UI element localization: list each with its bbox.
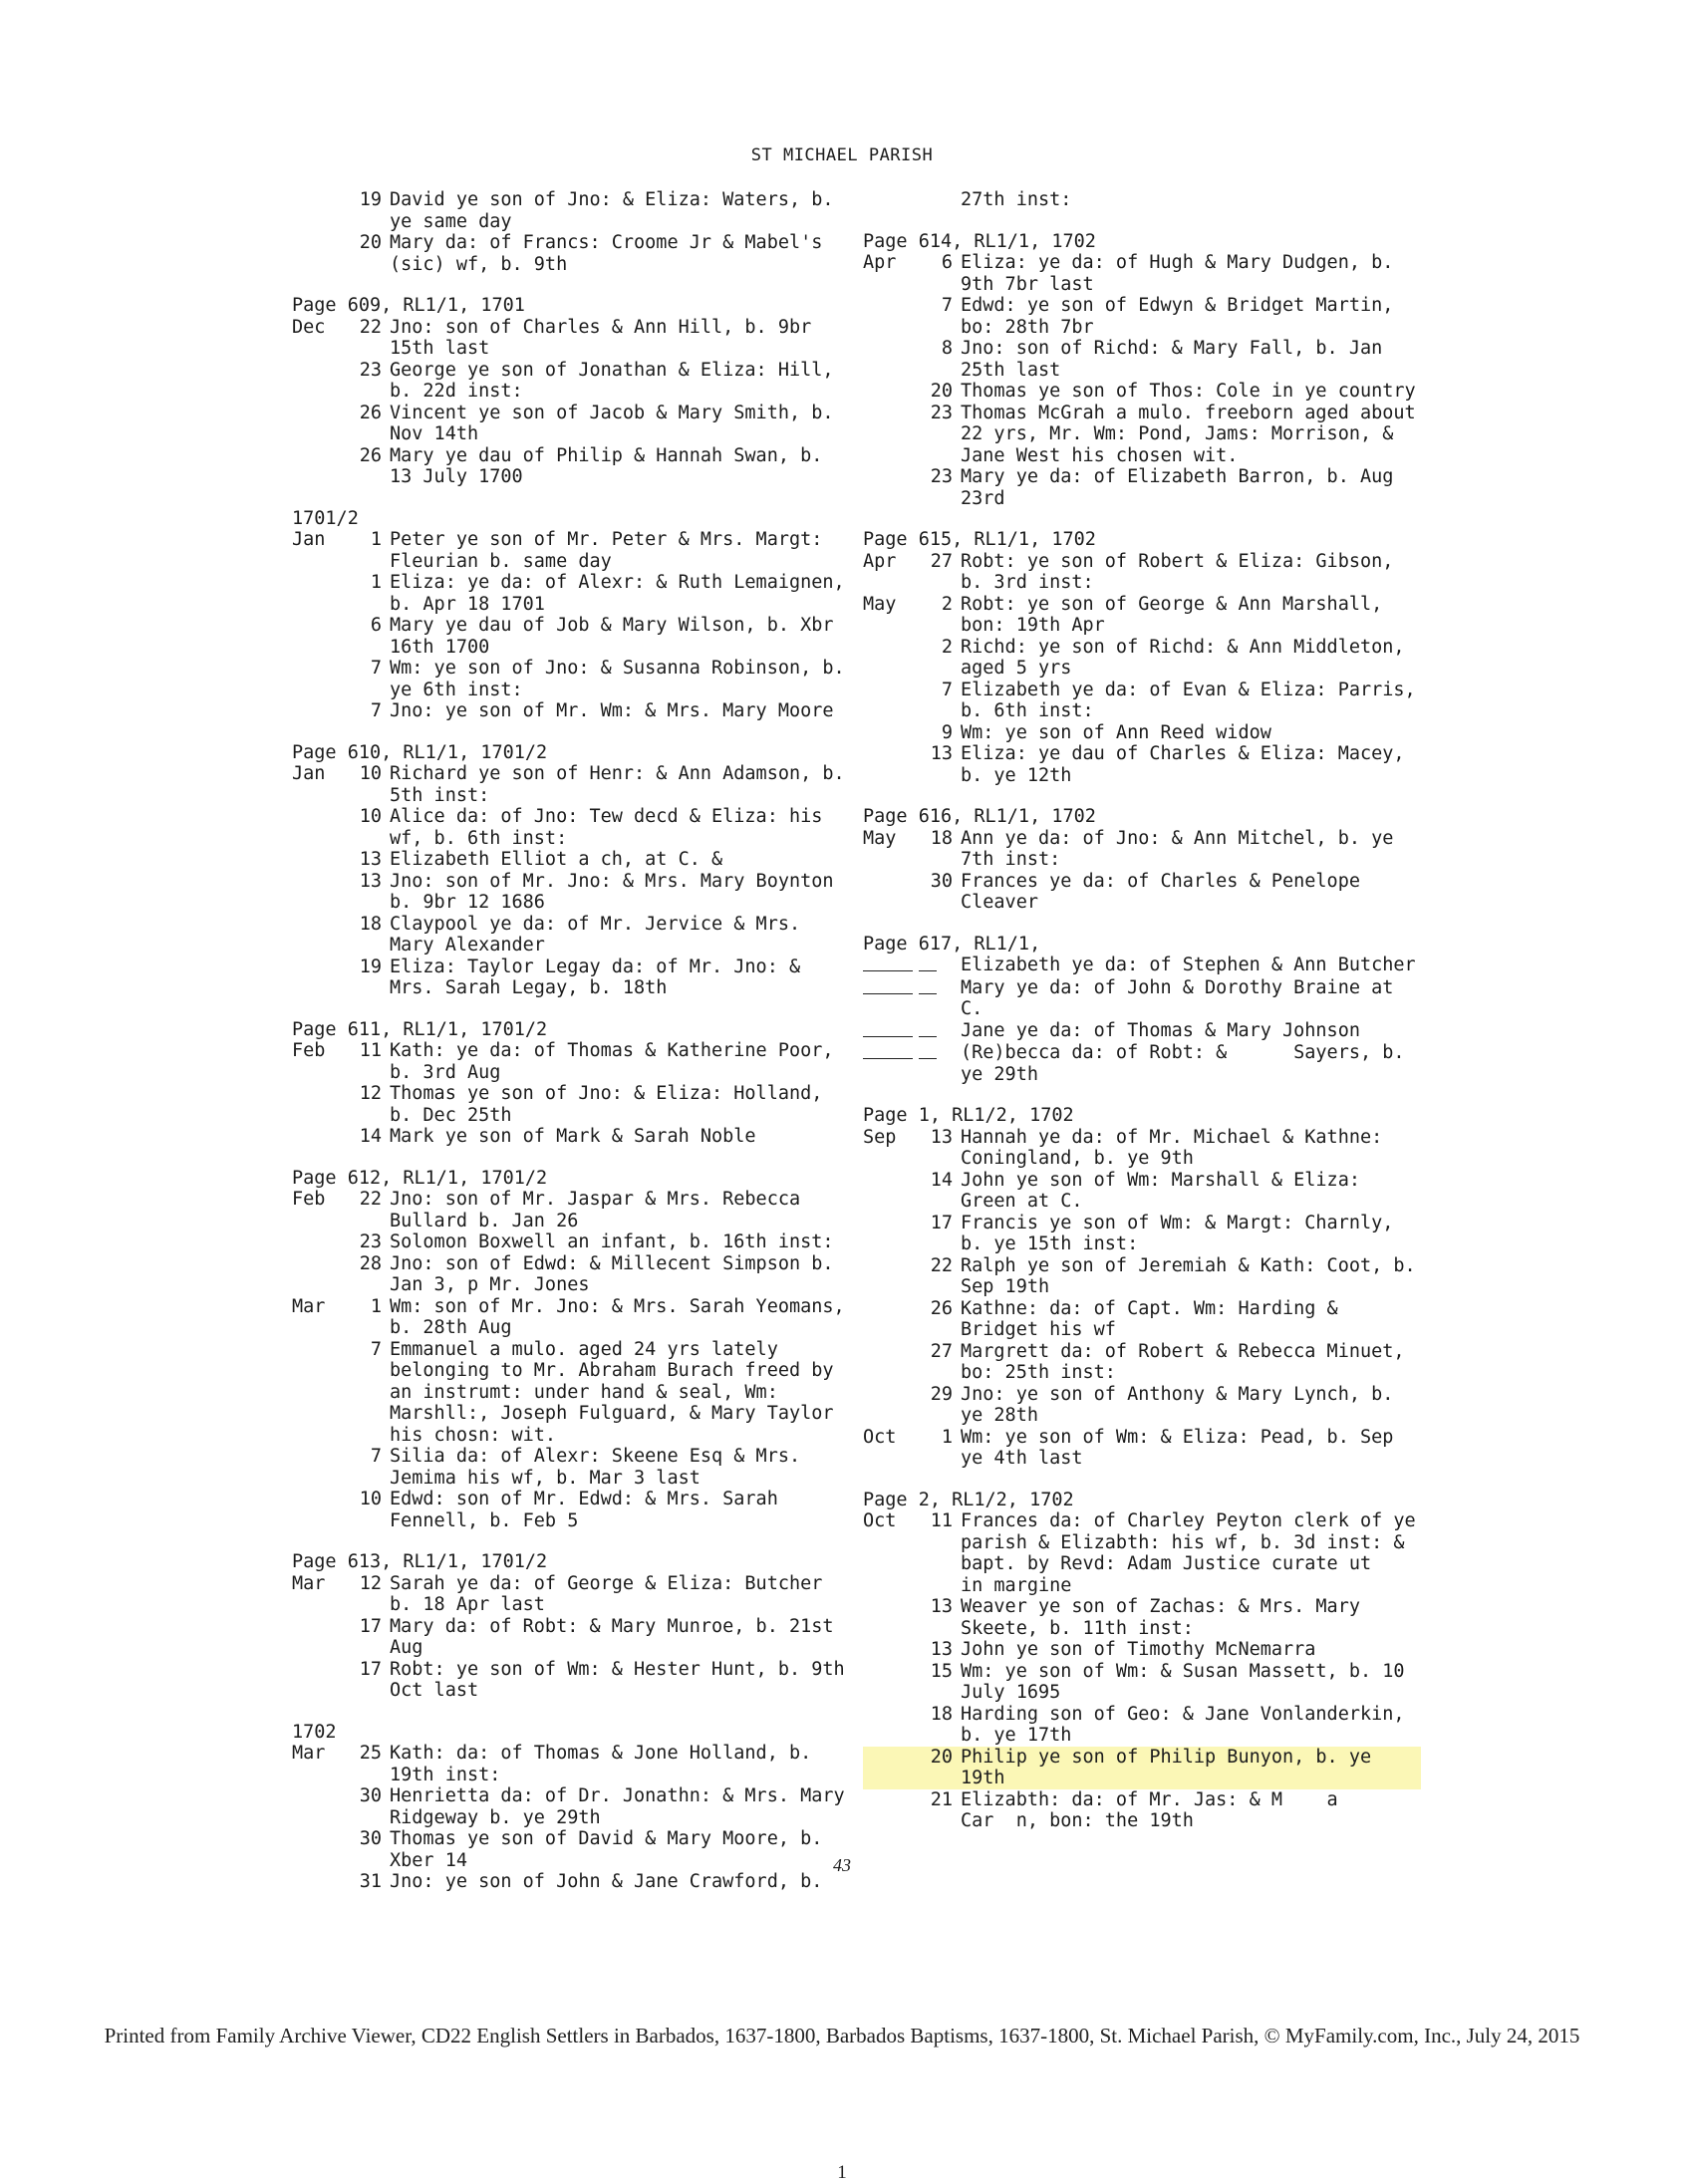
entry-day: 17 bbox=[930, 1212, 953, 1233]
entry-text: Mary ye dau of Job & Mary Wilson, b. Xbr 16th 1700 bbox=[390, 615, 834, 658]
entry-text: Robt: ye son of George & Ann Marshall, bon: 19th Apr bbox=[961, 593, 1383, 636]
baptism-entry bbox=[292, 1339, 845, 1447]
entry-day: 19 bbox=[359, 956, 382, 977]
entry-text: Kath: ye da: of Thomas & Katherine Poor, b. 3rd Aug bbox=[390, 1040, 834, 1083]
entry-day: 9 bbox=[941, 721, 953, 743]
entry-month bbox=[863, 1661, 921, 1704]
block-heading: Page 616, RL1/1, 1702 bbox=[863, 806, 1096, 827]
baptism-entry bbox=[292, 1126, 845, 1148]
entry-day: 13 bbox=[930, 1126, 953, 1148]
entry-text: Richard ye son of Henr: & Ann Adamson, b. 5th inst: bbox=[390, 763, 845, 806]
entry-month bbox=[292, 403, 350, 445]
entry-day: 23 bbox=[359, 1231, 382, 1252]
entry-month: Sep bbox=[863, 1126, 897, 1148]
entry-month bbox=[292, 1083, 350, 1126]
entry-text: Jno: son of Richd: & Mary Fall, b. Jan 25th last bbox=[961, 338, 1383, 381]
entry-text: Robt: ye son of Wm: & Hester Hunt, b. 9th Oct last bbox=[390, 1658, 845, 1701]
entry-text: Jno: son of Edwd: & Millecent Simpson b. Jan 3, p Mr. Jones bbox=[390, 1252, 834, 1295]
record-block bbox=[292, 1168, 845, 1532]
baptism-entry bbox=[292, 849, 845, 871]
entry-month bbox=[863, 1639, 921, 1661]
baptism-entry bbox=[863, 1170, 1421, 1213]
entry-month bbox=[863, 189, 921, 211]
entry-day: 28 bbox=[359, 1252, 382, 1274]
baptism-entry bbox=[292, 615, 845, 658]
baptism-entry bbox=[292, 1489, 845, 1531]
entry-month: Jan bbox=[292, 529, 326, 550]
entry-day: 10 bbox=[359, 806, 382, 827]
entry-day: 23 bbox=[359, 359, 382, 381]
entry-text: Mary da: of Francs: Croome Jr & Mabel's (sic) wf, b. 9th bbox=[390, 232, 823, 275]
record-block bbox=[863, 1490, 1421, 1832]
block-heading: Page 1, RL1/2, 1702 bbox=[863, 1105, 1074, 1126]
entry-text: Robt: ye son of Robert & Eliza: Gibson, b. 3rd inst: bbox=[961, 550, 1394, 593]
baptism-entry bbox=[863, 1127, 1421, 1170]
blank-date bbox=[863, 955, 961, 977]
entry-text: Emmanuel a mulo. aged 24 yrs lately belonging to Mr. Abraham Burach freed by an instrumt: under hand & seal, Wm: Marshll:, Joseph Fulguard, & Mary Taylor his chosn: wit. bbox=[390, 1338, 834, 1446]
entry-month bbox=[292, 1253, 350, 1296]
baptism-entry bbox=[863, 1298, 1421, 1341]
entry-month bbox=[292, 360, 350, 403]
entry-month bbox=[292, 1785, 350, 1828]
baptism-entry bbox=[863, 551, 1421, 594]
entry-text: George ye son of Jonathan & Eliza: Hill, b. 22d inst: bbox=[390, 359, 834, 402]
entry-month bbox=[292, 572, 350, 615]
baptism-entry bbox=[863, 338, 1421, 381]
sheet-number: 1 bbox=[837, 2162, 847, 2183]
entry-day: 19 bbox=[359, 189, 382, 210]
entry-text: Thomas ye son of Jno: & Eliza: Holland, b. Dec 25th bbox=[390, 1083, 823, 1126]
block-heading: 1701/2 bbox=[292, 507, 359, 529]
baptism-entry bbox=[863, 1020, 1421, 1043]
entry-day: 13 bbox=[930, 1639, 953, 1660]
entry-month: Mar bbox=[292, 1295, 326, 1317]
entry-month: Oct bbox=[863, 1426, 897, 1448]
entry-text: Eliza: Taylor Legay da: of Mr. Jno: & Mrs. Sarah Legay, b. 18th bbox=[390, 956, 801, 998]
entry-month bbox=[292, 849, 350, 871]
entry-month bbox=[863, 1213, 921, 1255]
entry-text: Elizabeth Elliot a ch, at C. & bbox=[390, 849, 723, 870]
entry-text: Jno: son of Charles & Ann Hill, b. 9br 15th last bbox=[390, 316, 812, 359]
entry-text: Elizabeth ye da: of Evan & Eliza: Parris, b. 6th inst: bbox=[961, 679, 1416, 721]
entry-text: Margrett da: of Robert & Rebecca Minuet, bo: 25th inst: bbox=[961, 1340, 1405, 1383]
entry-day: 25 bbox=[359, 1743, 382, 1764]
entry-text: Hannah ye da: of Mr. Michael & Kathne: Coningland, b. ye 9th bbox=[961, 1126, 1383, 1169]
baptism-entry bbox=[292, 700, 845, 722]
baptism-entry bbox=[292, 1785, 845, 1828]
entry-day: 14 bbox=[930, 1169, 953, 1191]
entry-day: 21 bbox=[930, 1788, 953, 1810]
entry-month bbox=[292, 1616, 350, 1659]
entry-text: Jane ye da: of Thomas & Mary Johnson bbox=[961, 1019, 1360, 1041]
entry-day: 15 bbox=[930, 1660, 953, 1682]
baptism-entry bbox=[292, 232, 845, 275]
entry-day: 23 bbox=[930, 402, 953, 423]
baptism-entry bbox=[292, 1573, 845, 1616]
baptism-entry bbox=[292, 914, 845, 956]
block-heading: Page 613, RL1/1, 1701/2 bbox=[292, 1551, 548, 1572]
entry-day: 7 bbox=[941, 679, 953, 700]
entry-day: 2 bbox=[941, 636, 953, 658]
baptism-entry bbox=[292, 1296, 845, 1339]
entry-month bbox=[292, 806, 350, 849]
baptism-entry bbox=[863, 1596, 1421, 1639]
highlighted-entry bbox=[863, 1747, 1421, 1789]
block-heading: Page 610, RL1/1, 1701/2 bbox=[292, 741, 548, 763]
entry-month bbox=[292, 700, 350, 722]
entry-day: 30 bbox=[359, 1828, 382, 1849]
baptism-entry bbox=[863, 977, 1421, 1020]
entry-text: Elizabth: da: of Mr. Jas: & M a Car n, bon: the 19th bbox=[961, 1788, 1338, 1831]
entry-day: 7 bbox=[370, 1338, 382, 1360]
entry-day: 27 bbox=[930, 1340, 953, 1362]
entry-text: Jno: son of Mr. Jno: & Mrs. Mary Boynton b. 9br 12 1686 bbox=[390, 870, 834, 913]
entry-month: May bbox=[863, 827, 897, 849]
entry-month bbox=[863, 743, 921, 786]
entry-text: Francis ye son of Wm: & Margt: Charnly, b. ye 15th inst: bbox=[961, 1212, 1394, 1254]
baptism-entry bbox=[863, 1789, 1421, 1832]
entry-day: 17 bbox=[359, 1615, 382, 1637]
blank-date bbox=[863, 977, 961, 1020]
entry-month bbox=[863, 637, 921, 680]
entry-text: Kathne: da: of Capt. Wm: Harding & Bridget his wf bbox=[961, 1297, 1338, 1340]
entry-text: Peter ye son of Mr. Peter & Mrs. Margt: Fleurian b. same day bbox=[390, 529, 823, 572]
record-block bbox=[292, 742, 845, 999]
baptism-entry bbox=[292, 956, 845, 999]
entry-month bbox=[292, 871, 350, 914]
entry-day: 22 bbox=[359, 1189, 382, 1210]
entry-month bbox=[292, 1126, 350, 1148]
entry-day: 23 bbox=[930, 466, 953, 487]
entry-day: 20 bbox=[930, 1746, 953, 1768]
entry-text: David ye son of Jno: & Eliza: Waters, b. ye same day bbox=[390, 189, 834, 232]
entry-text: Eliza: ye da: of Alexr: & Ruth Lemaignen, b. Apr 18 1701 bbox=[390, 572, 845, 615]
entry-day: 10 bbox=[359, 763, 382, 784]
entry-day: 10 bbox=[359, 1489, 382, 1509]
baptism-entry bbox=[863, 637, 1421, 680]
entry-text: Silia da: of Alexr: Skeene Esq & Mrs. Jemima his wf, b. Mar 3 last bbox=[390, 1446, 801, 1489]
baptism-entry bbox=[292, 1189, 845, 1231]
entry-day: 7 bbox=[370, 1446, 382, 1467]
baptism-entry bbox=[292, 871, 845, 914]
entry-month bbox=[863, 680, 921, 722]
entry-month bbox=[863, 403, 921, 467]
entry-month bbox=[863, 1298, 921, 1341]
entry-day: 1 bbox=[370, 529, 382, 550]
entry-month bbox=[292, 189, 350, 232]
record-block bbox=[292, 508, 845, 722]
baptism-entry bbox=[863, 828, 1421, 871]
entry-month bbox=[292, 1231, 350, 1253]
entry-text: Elizabeth ye da: of Stephen & Ann Butcher bbox=[961, 955, 1416, 975]
entry-text: Thomas ye son of Thos: Cole in ye country bbox=[961, 381, 1416, 402]
entry-day: 26 bbox=[930, 1297, 953, 1319]
entry-month: Apr bbox=[863, 252, 897, 273]
entry-text: Jno: ye son of Anthony & Mary Lynch, b. ye 28th bbox=[961, 1383, 1394, 1426]
entry-day: 22 bbox=[359, 316, 382, 338]
entry-month: May bbox=[863, 593, 897, 615]
entry-text: Sarah ye da: of George & Eliza: Butcher b. 18 Apr last bbox=[390, 1572, 823, 1615]
entry-text: Weaver ye son of Zachas: & Mrs. Mary Skeete, b. 11th inst: bbox=[961, 1596, 1360, 1639]
entry-day: 8 bbox=[941, 338, 953, 359]
baptism-entry bbox=[292, 806, 845, 849]
entry-day: 12 bbox=[359, 1083, 382, 1104]
entry-day: 27 bbox=[930, 550, 953, 572]
entry-month bbox=[863, 466, 921, 509]
entry-text: Wm: son of Mr. Jno: & Mrs. Sarah Yeomans, b. 28th Aug bbox=[390, 1295, 845, 1338]
print-footer: Printed from Family Archive Viewer, CD22 English Settlers in Barbados, 1637-1800, Barbados Baptisms, 1637-1800, St. Michael Parish, © MyFamily.com, Inc., July 24, 2015 bbox=[104, 2024, 1580, 2048]
entry-day: 20 bbox=[930, 381, 953, 402]
entry-day: 26 bbox=[359, 444, 382, 466]
entry-text: Thomas McGrah a mulo. freeborn aged about 22 yrs, Mr. Wm: Pond, Jams: Morrison, & Jane West his chosen wit. bbox=[961, 402, 1416, 466]
baptism-entry bbox=[863, 955, 1421, 977]
baptism-entry bbox=[863, 871, 1421, 914]
entry-text: Ann ye da: of Jno: & Ann Mitchel, b. ye 7th inst: bbox=[961, 827, 1394, 870]
entry-text: Edwd: ye son of Edwyn & Bridget Martin, bo: 28th 7br bbox=[961, 295, 1394, 338]
record-block bbox=[863, 529, 1421, 786]
entry-month bbox=[863, 381, 921, 403]
entry-day: 6 bbox=[370, 615, 382, 636]
entry-month bbox=[292, 914, 350, 956]
entry-day: 13 bbox=[359, 849, 382, 870]
entry-text: Henrietta da: of Dr. Jonathn: & Mrs. Mary Ridgeway b. ye 29th bbox=[390, 1785, 845, 1828]
entry-day: 11 bbox=[930, 1510, 953, 1531]
baptism-entry bbox=[863, 1661, 1421, 1704]
baptism-entry bbox=[292, 1446, 845, 1489]
entry-text: Eliza: ye dau of Charles & Eliza: Macey, b. ye 12th bbox=[961, 743, 1405, 786]
entry-text: Frances ye da: of Charles & Penelope Cleaver bbox=[961, 870, 1360, 913]
entry-day: 12 bbox=[359, 1572, 382, 1594]
record-block bbox=[863, 934, 1421, 1086]
record-block bbox=[863, 189, 1421, 211]
baptism-entry bbox=[292, 189, 845, 232]
page-number: 43 bbox=[833, 1855, 851, 1875]
entry-day: 13 bbox=[930, 1596, 953, 1617]
entry-day: 6 bbox=[941, 252, 953, 273]
entry-text: Mark ye son of Mark & Sarah Noble bbox=[390, 1126, 756, 1147]
entry-text: John ye son of Timothy McNemarra bbox=[961, 1639, 1316, 1660]
baptism-entry bbox=[863, 743, 1421, 786]
entry-month: Oct bbox=[863, 1510, 897, 1531]
entry-text: Jno: son of Mr. Jaspar & Mrs. Rebecca Bullard b. Jan 26 bbox=[390, 1189, 801, 1231]
block-heading: Page 611, RL1/1, 1701/2 bbox=[292, 1018, 548, 1040]
entry-day: 13 bbox=[930, 743, 953, 764]
entry-month bbox=[292, 658, 350, 700]
entry-month: Dec bbox=[292, 316, 326, 338]
entry-day: 17 bbox=[359, 1658, 382, 1680]
entry-text: Vincent ye son of Jacob & Mary Smith, b. Nov 14th bbox=[390, 402, 834, 444]
entry-month bbox=[863, 1255, 921, 1298]
entry-day: 18 bbox=[930, 827, 953, 849]
entry-month bbox=[292, 1659, 350, 1702]
entry-text: Claypool ye da: of Mr. Jervice & Mrs. Mary Alexander bbox=[390, 913, 801, 956]
block-heading: 1702 bbox=[292, 1721, 337, 1743]
entry-text: (Re)becca da: of Robt: & Sayers, b. ye 29th bbox=[961, 1042, 1405, 1085]
block-heading: Page 615, RL1/1, 1702 bbox=[863, 529, 1096, 550]
entry-month bbox=[863, 722, 921, 744]
entry-month bbox=[863, 1384, 921, 1427]
entry-day: 29 bbox=[930, 1383, 953, 1405]
entry-text: Mary da: of Robt: & Mary Munroe, b. 21st Aug bbox=[390, 1615, 834, 1658]
baptism-entry bbox=[863, 1639, 1421, 1661]
baptism-entry bbox=[292, 1231, 845, 1253]
blank-date bbox=[863, 1042, 961, 1085]
entry-text: Wm: ye son of Ann Reed widow bbox=[961, 721, 1271, 743]
entry-month bbox=[292, 1339, 350, 1447]
entry-month bbox=[863, 1704, 921, 1747]
entry-text: Jno: ye son of John & Jane Crawford, b. bbox=[390, 1871, 823, 1892]
entry-text: Kath: da: of Thomas & Jone Holland, b. 19th inst: bbox=[390, 1743, 812, 1785]
baptism-entry bbox=[863, 722, 1421, 744]
baptism-entry bbox=[292, 1616, 845, 1659]
block-heading: Page 614, RL1/1, 1702 bbox=[863, 230, 1096, 252]
baptism-entry bbox=[863, 680, 1421, 722]
entry-day: 18 bbox=[359, 913, 382, 935]
entry-day: 1 bbox=[941, 1426, 953, 1448]
right-column bbox=[863, 189, 1421, 1852]
entry-text: Harding son of Geo: & Jane Vonlanderkin, b. ye 17th bbox=[961, 1703, 1405, 1746]
entry-text: Solomon Boxwell an infant, b. 16th inst: bbox=[390, 1231, 834, 1252]
entry-month bbox=[292, 1489, 350, 1531]
entry-month bbox=[863, 1789, 921, 1832]
baptism-entry bbox=[292, 1083, 845, 1126]
entry-text: Thomas ye son of David & Mary Moore, b. Xber 14 bbox=[390, 1828, 823, 1871]
block-heading: Page 609, RL1/1, 1701 bbox=[292, 295, 525, 316]
entry-month bbox=[292, 1446, 350, 1489]
baptism-entry bbox=[863, 1042, 1421, 1085]
entry-month bbox=[292, 956, 350, 999]
entry-day: 1 bbox=[370, 1295, 382, 1317]
entry-text: Wm: ye son of Wm: & Eliza: Pead, b. Sep ye 4th last bbox=[961, 1426, 1394, 1469]
baptism-entry bbox=[863, 1255, 1421, 1298]
entry-text: Eliza: ye da: of Hugh & Mary Dudgen, b. 9th 7br last bbox=[961, 252, 1394, 295]
entry-day: 11 bbox=[359, 1040, 382, 1061]
entry-day bbox=[921, 189, 953, 211]
entry-month bbox=[863, 1170, 921, 1213]
entry-day: 14 bbox=[359, 1126, 382, 1147]
entry-day: 22 bbox=[930, 1254, 953, 1276]
record-block bbox=[863, 1105, 1421, 1470]
entry-day: 7 bbox=[370, 658, 382, 679]
baptism-entry bbox=[292, 1253, 845, 1296]
entry-month bbox=[863, 1596, 921, 1639]
baptism-entry bbox=[863, 1427, 1421, 1470]
block-heading: Page 612, RL1/1, 1701/2 bbox=[292, 1167, 548, 1189]
entry-day: 18 bbox=[930, 1703, 953, 1725]
baptism-entry bbox=[863, 1384, 1421, 1427]
record-block bbox=[863, 231, 1421, 510]
blank-date bbox=[863, 1020, 961, 1043]
entry-text: John ye son of Wm: Marshall & Eliza: Green at C. bbox=[961, 1169, 1360, 1212]
entry-text: Richd: ye son of Richd: & Ann Middleton, aged 5 yrs bbox=[961, 636, 1405, 679]
baptism-entry bbox=[292, 1743, 845, 1785]
entry-text: 27th inst: bbox=[961, 189, 1072, 210]
baptism-entry bbox=[863, 189, 1421, 211]
baptism-entry bbox=[863, 1341, 1421, 1384]
entry-text: Jno: ye son of Mr. Wm: & Mrs. Mary Moore bbox=[390, 700, 834, 721]
record-block bbox=[292, 1551, 845, 1702]
page-header: ST MICHAEL PARISH bbox=[750, 145, 934, 165]
entry-day: 13 bbox=[359, 870, 382, 892]
entry-month: Jan bbox=[292, 763, 326, 784]
entry-month bbox=[863, 1341, 921, 1384]
entry-day: 2 bbox=[941, 593, 953, 615]
baptism-entry bbox=[863, 1704, 1421, 1747]
left-column bbox=[292, 189, 845, 1913]
baptism-entry bbox=[863, 1213, 1421, 1255]
baptism-entry bbox=[292, 1659, 845, 1702]
baptism-entry bbox=[292, 529, 845, 572]
entry-month bbox=[292, 615, 350, 658]
baptism-entry bbox=[863, 1510, 1421, 1596]
entry-day: 26 bbox=[359, 402, 382, 423]
baptism-entry bbox=[292, 572, 845, 615]
entry-month bbox=[863, 295, 921, 338]
entry-day: 1 bbox=[370, 572, 382, 593]
record-block bbox=[292, 1019, 845, 1148]
entry-text: Mary ye da: of John & Dorothy Braine at C. bbox=[961, 976, 1394, 1019]
entry-month bbox=[292, 445, 350, 488]
baptism-entry bbox=[863, 381, 1421, 403]
entry-month bbox=[863, 1747, 921, 1789]
entry-month: Feb bbox=[292, 1040, 326, 1061]
entry-text: Edwd: son of Mr. Edwd: & Mrs. Sarah Fennell, b. Feb 5 bbox=[390, 1489, 778, 1531]
baptism-entry bbox=[292, 445, 845, 488]
baptism-entry bbox=[863, 466, 1421, 509]
entry-day: 20 bbox=[359, 232, 382, 253]
entry-month: Apr bbox=[863, 550, 897, 572]
entry-day: 30 bbox=[359, 1785, 382, 1806]
record-block bbox=[292, 189, 845, 275]
entry-text: Wm: ye son of Wm: & Susan Massett, b. 10 July 1695 bbox=[961, 1660, 1405, 1703]
entry-text: Philip ye son of Philip Bunyon, b. ye 19th bbox=[961, 1746, 1372, 1788]
baptism-entry bbox=[292, 763, 845, 806]
baptism-entry bbox=[863, 403, 1421, 467]
record-block bbox=[292, 295, 845, 488]
block-heading: Page 2, RL1/2, 1702 bbox=[863, 1489, 1074, 1510]
entry-text: Wm: ye son of Jno: & Susanna Robinson, b. ye 6th inst: bbox=[390, 658, 845, 700]
baptism-entry bbox=[292, 360, 845, 403]
entry-month: Mar bbox=[292, 1572, 326, 1594]
entry-day: 31 bbox=[359, 1871, 382, 1892]
baptism-entry bbox=[292, 1040, 845, 1083]
baptism-entry bbox=[863, 295, 1421, 338]
entry-day: 7 bbox=[370, 700, 382, 721]
entry-day: 30 bbox=[930, 870, 953, 892]
entry-month bbox=[863, 871, 921, 914]
entry-text: Ralph ye son of Jeremiah & Kath: Coot, b. Sep 19th bbox=[961, 1254, 1416, 1297]
baptism-entry bbox=[863, 252, 1421, 295]
entry-month bbox=[292, 232, 350, 275]
entry-month: Mar bbox=[292, 1743, 326, 1764]
entry-month: Feb bbox=[292, 1189, 326, 1210]
baptism-entry bbox=[863, 594, 1421, 637]
entry-text: Alice da: of Jno: Tew decd & Eliza: his wf, b. 6th inst: bbox=[390, 806, 823, 849]
entry-text: Mary ye dau of Philip & Hannah Swan, b. 13 July 1700 bbox=[390, 444, 823, 487]
baptism-entry bbox=[292, 403, 845, 445]
record-block bbox=[863, 806, 1421, 914]
entry-text: Mary ye da: of Elizabeth Barron, b. Aug 23rd bbox=[961, 466, 1394, 509]
entry-day: 7 bbox=[941, 295, 953, 316]
entry-text: Frances da: of Charley Peyton clerk of ye parish & Elizabth: his wf, b. 3d inst: & bapt. by Revd: Adam Justice curate ut in margine bbox=[961, 1510, 1416, 1596]
baptism-entry bbox=[292, 317, 845, 360]
baptism-entry bbox=[292, 658, 845, 700]
block-heading: Page 617, RL1/1, bbox=[863, 933, 1041, 955]
entry-month bbox=[863, 338, 921, 381]
